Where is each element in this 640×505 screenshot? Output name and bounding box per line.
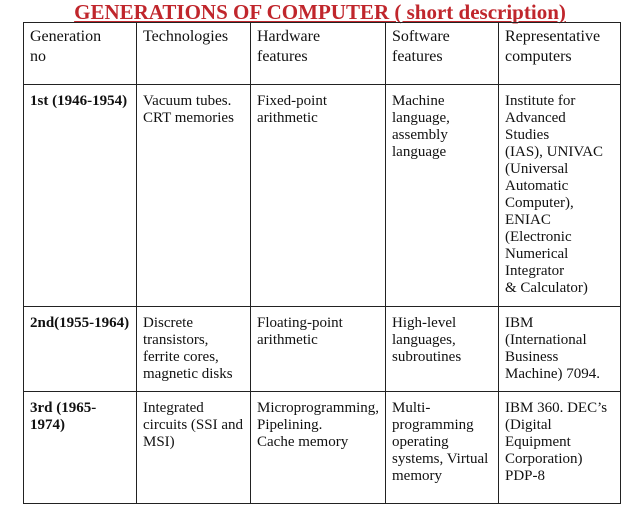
header-representative-computers: Representative computers [499,23,621,85]
software-cell: High-level languages, subroutines [386,307,499,392]
header-row [24,23,621,85]
header-generation: Generation no [24,23,137,85]
hardware-cell: Fixed-point arithmetic [251,85,386,307]
header-technologies: Technologies [137,23,251,85]
hardware-cell: Microprogramming, Pipelining. Cache memory [251,392,386,504]
technologies-cell: Discrete transistors, ferrite cores, magnetic disks [137,307,251,392]
header-hardware-features: Hardware features [251,23,386,85]
software-cell: Multi- programming operating systems, Virtual memory [386,392,499,504]
generations-table [23,22,621,504]
table-row [24,392,621,504]
table-header [24,23,621,85]
software-cell: Machine language, assembly language [386,85,499,307]
generation-cell: 1st (1946-1954) [24,85,137,307]
generation-cell: 3rd (1965- 1974) [24,392,137,504]
page-title: GENERATIONS OF COMPUTER ( short description) [74,0,566,24]
hardware-cell: Floating-point arithmetic [251,307,386,392]
technologies-cell: Vacuum tubes. CRT memories [137,85,251,307]
table-row [24,307,621,392]
computers-cell: Institute for Advanced Studies (IAS), UNIVAC (Universal Automatic Computer), ENIAC (Electronic Numerical Integrator & Calculator) [499,85,621,307]
computers-cell: IBM (International Business Machine) 7094. [499,307,621,392]
computers-cell: IBM 360. DEC’s (Digital Equipment Corporation) PDP-8 [499,392,621,504]
table-body [24,85,621,504]
table-row [24,85,621,307]
header-software-features: Software features [386,23,499,85]
technologies-cell: Integrated circuits (SSI and MSI) [137,392,251,504]
generation-cell: 2nd(1955-1964) [24,307,137,392]
